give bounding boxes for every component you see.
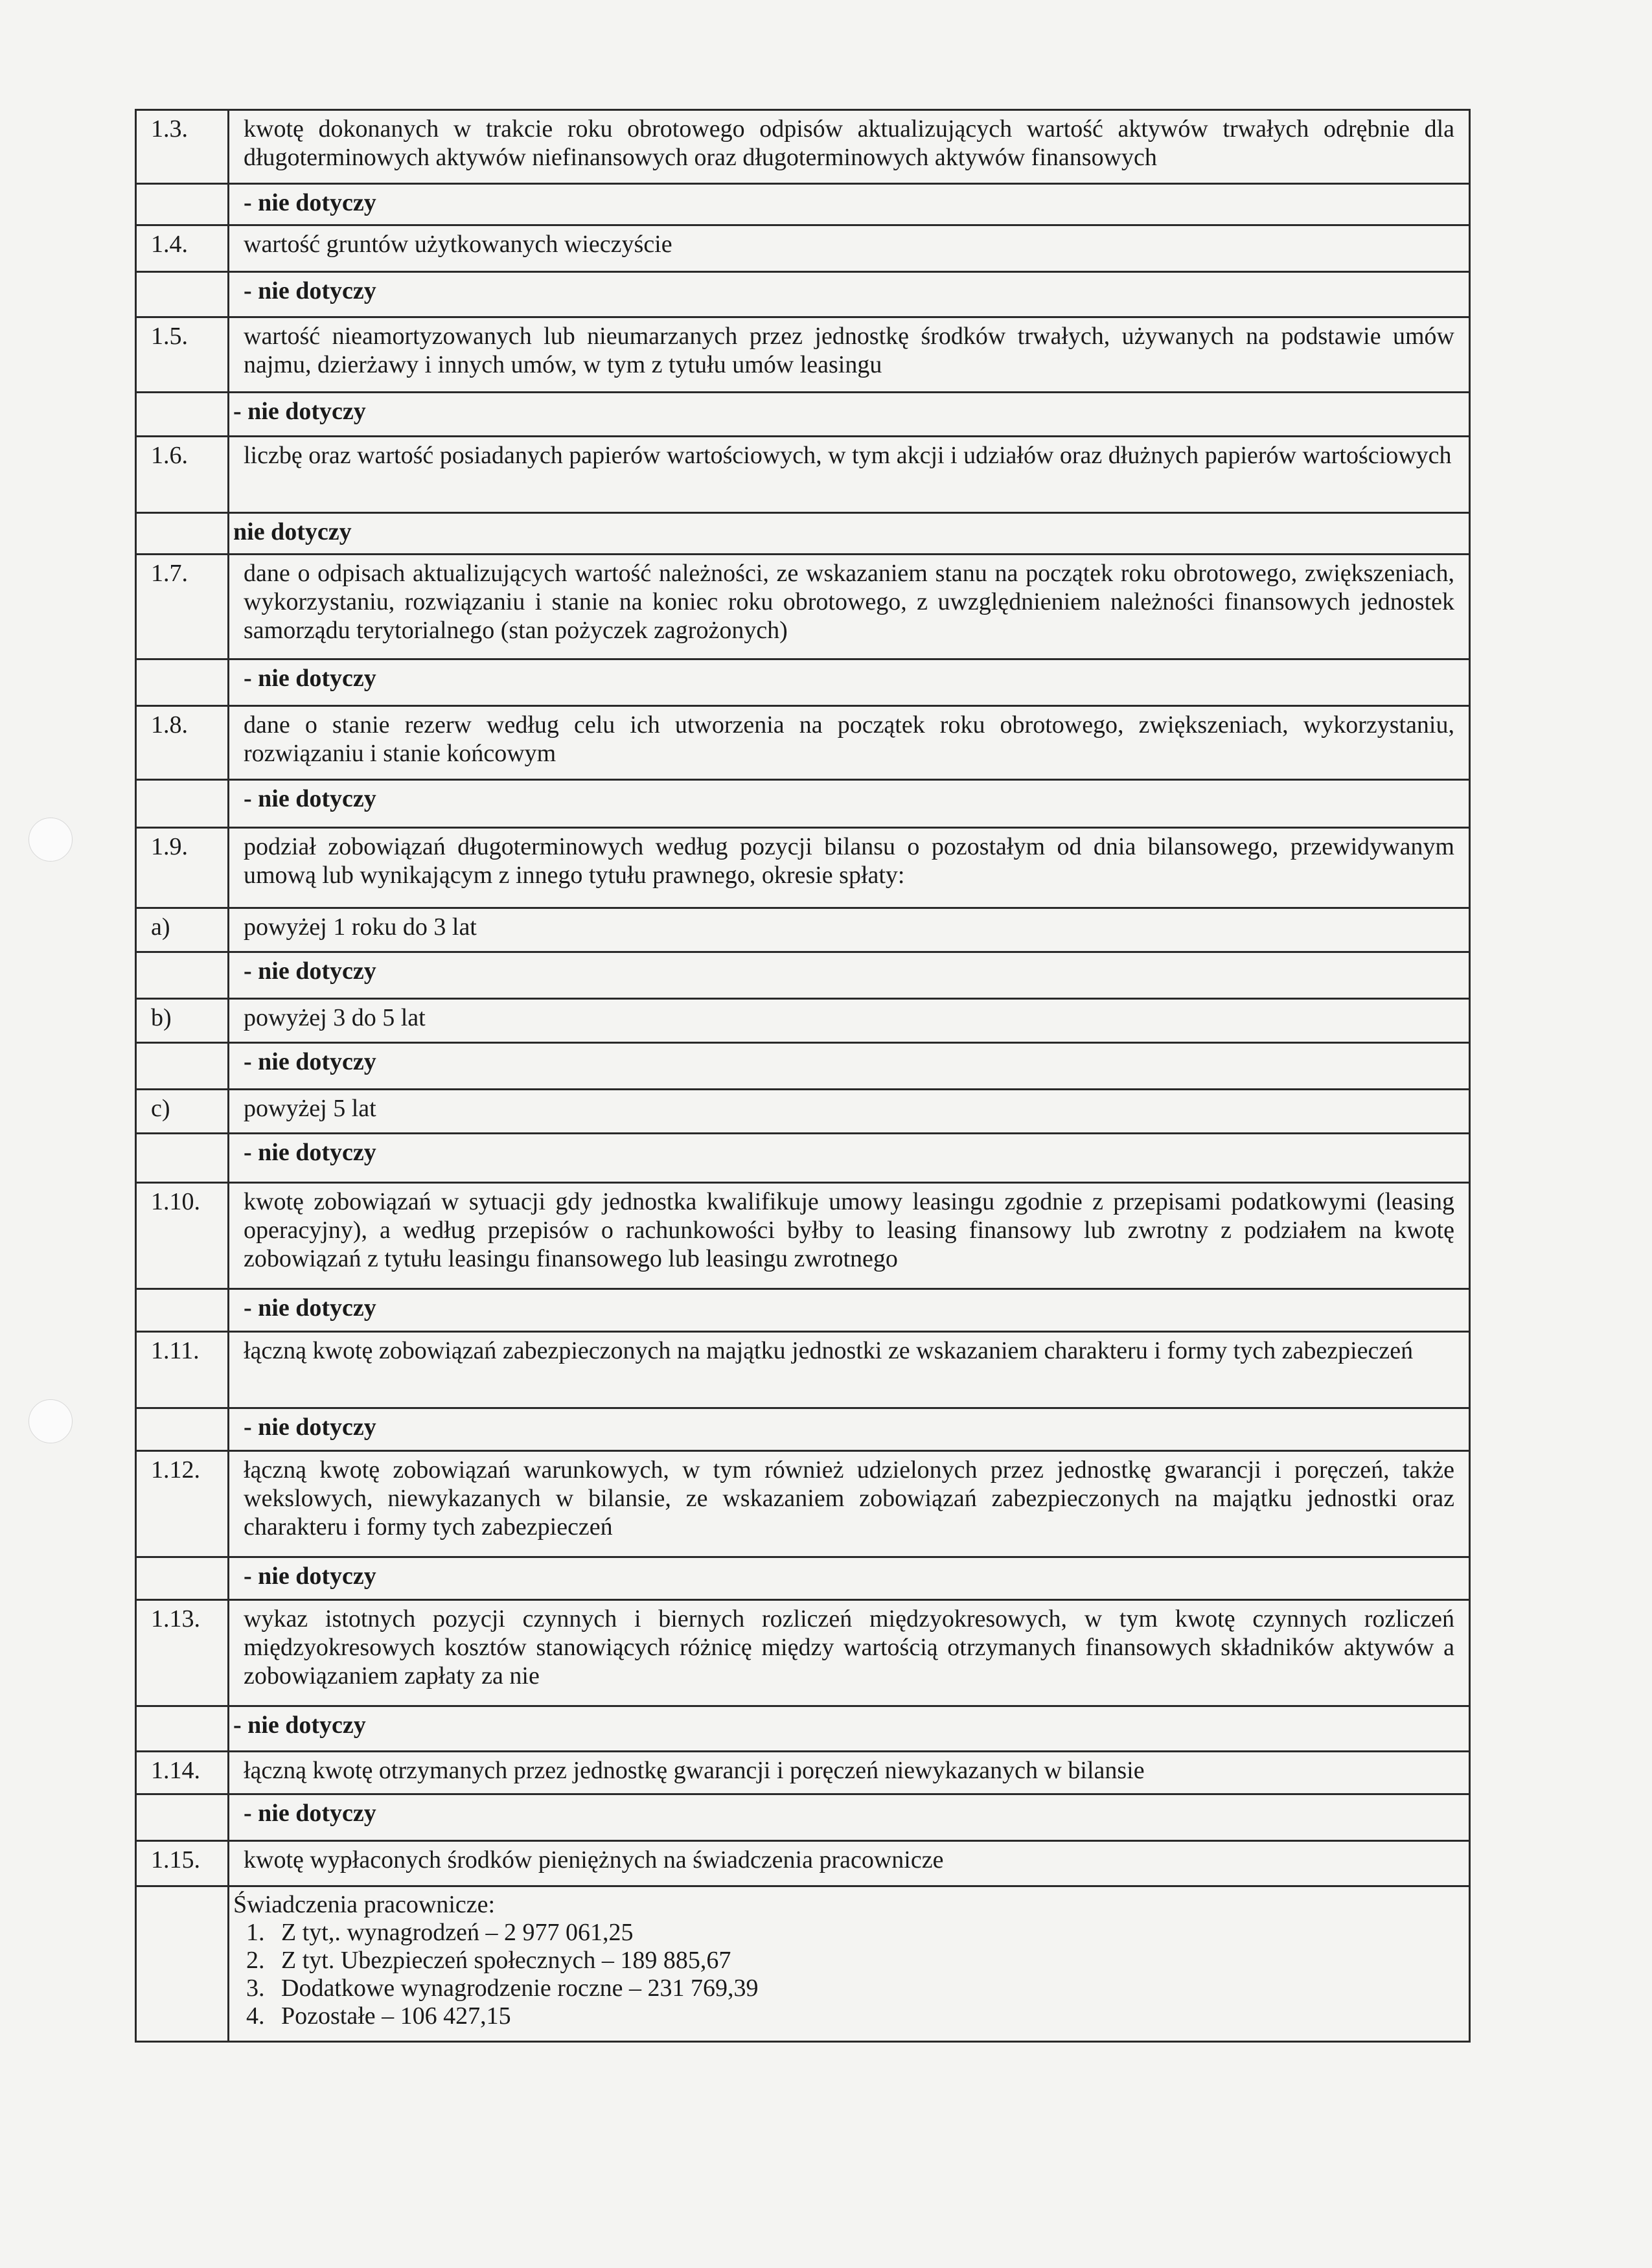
row-description: wykaz istotnych pozycji czynnych i biernych rozliczeń międzyokresowych, w tym kwotę czynnych rozliczeń międzyokresowych kosztów stanowiących różnicę między wartością otrzymanych finansowych składników aktywów a zobowiązaniem zapłaty za nie [229, 1600, 1470, 1706]
list-item: 2. Z tyt. Ubezpieczeń społecznych – 189 885,67 [246, 1947, 731, 1974]
row-description: powyżej 3 do 5 lat [229, 999, 1470, 1043]
table-row [136, 1752, 1470, 1794]
table-row [136, 555, 1470, 659]
answer-row [136, 513, 1470, 555]
answer-row [136, 952, 1470, 999]
row-answer: - nie dotyczy [229, 1134, 1470, 1183]
list-item: 3. Dodatkowe wynagrodzenie roczne – 231 769,39 [246, 1975, 759, 2002]
row-answer: - nie dotyczy [229, 1794, 1470, 1841]
row-description: łączną kwotę zobowiązań warunkowych, w tym również udzielonych przez jednostkę gwarancji i poręczeń, także wekslowych, niewykazanych w bilansie, ze wskazaniem zobowiązań zabezpieczonych na majątku jednostki oraz charakteru i formy tych zabezpieczeń [229, 1451, 1470, 1557]
table-row [136, 317, 1470, 393]
row-answer: - nie dotyczy [229, 659, 1470, 706]
row-answer: - nie dotyczy [229, 393, 1470, 437]
row-answer: - nie dotyczy [229, 184, 1470, 225]
disclosure-table [135, 109, 1471, 2043]
row-description: kwotę dokonanych w trakcie roku obrotowego odpisów aktualizujących wartość aktywów trwałych odrębnie dla długoterminowych aktywów niefinansowych oraz długoterminowych aktywów finansowych [229, 110, 1470, 184]
list-item: 1. Z tyt,. wynagrodzeń – 2 977 061,25 [246, 1919, 634, 1946]
table-row [136, 437, 1470, 513]
table-row [136, 225, 1470, 272]
answer-row [136, 1289, 1470, 1332]
row-description: dane o stanie rezerw według celu ich utworzenia na początek roku obrotowego, zwiększeniach, wykorzystaniu, rozwiązaniu i stanie końcowym [229, 706, 1470, 780]
row-answer: - nie dotyczy [229, 1043, 1470, 1090]
row-description: kwotę wypłaconych środków pieniężnych na świadczenia pracownicze [229, 1841, 1470, 1886]
benefits-list [233, 1919, 1454, 2030]
row-answer: - nie dotyczy [229, 780, 1470, 828]
row-number: 1.10. [136, 1183, 229, 1289]
benefits-row [136, 1886, 1470, 2042]
row-answer: - nie dotyczy [229, 952, 1470, 999]
answer-row [136, 659, 1470, 706]
benefits-heading: Świadczenia pracownicze: [233, 1891, 496, 1918]
row-answer: - nie dotyczy [229, 1706, 1470, 1752]
row-number: 1.4. [136, 225, 229, 272]
answer-row [136, 1557, 1470, 1600]
answer-row [136, 393, 1470, 437]
table-row [136, 1451, 1470, 1557]
row-description: kwotę zobowiązań w sytuacji gdy jednostka kwalifikuje umowy leasingu zgodnie z przepisami podatkowymi (leasing operacyjny), a według przepisów o rachunkowości byłby to leasing finansowy lub zwrotny z podziałem na kwotę zobowiązań z tytułu leasingu finansowego lub leasingu zwrotnego [229, 1183, 1470, 1289]
row-answer: - nie dotyczy [229, 1289, 1470, 1332]
answer-row [136, 1408, 1470, 1451]
row-number: 1.11. [136, 1332, 229, 1408]
table-row [136, 1332, 1470, 1408]
row-number: 1.5. [136, 317, 229, 393]
table-row [136, 1090, 1470, 1134]
table-row [136, 908, 1470, 952]
answer-row [136, 272, 1470, 317]
table-row [136, 1183, 1470, 1289]
row-number: 1.3. [136, 110, 229, 184]
row-number: 1.13. [136, 1600, 229, 1706]
row-description: powyżej 5 lat [229, 1090, 1470, 1134]
row-number: 1.8. [136, 706, 229, 780]
row-number: b) [136, 999, 229, 1043]
table-row [136, 828, 1470, 908]
row-number: 1.12. [136, 1451, 229, 1557]
row-answer: - nie dotyczy [229, 272, 1470, 317]
table-row [136, 999, 1470, 1043]
row-number: 1.14. [136, 1752, 229, 1794]
row-description: łączną kwotę zobowiązań zabezpieczonych na majątku jednostki ze wskazaniem charakteru i formy tych zabezpieczeń [229, 1332, 1470, 1408]
row-answer: - nie dotyczy [229, 1408, 1470, 1451]
table-row [136, 706, 1470, 780]
table-row [136, 110, 1470, 184]
row-description: liczbę oraz wartość posiadanych papierów wartościowych, w tym akcji i udziałów oraz dłużnych papierów wartościowych [229, 437, 1470, 513]
row-description: powyżej 1 roku do 3 lat [229, 908, 1470, 952]
row-number: 1.7. [136, 555, 229, 659]
answer-row [136, 1706, 1470, 1752]
row-number: 1.9. [136, 828, 229, 908]
table-row [136, 1841, 1470, 1886]
answer-row [136, 184, 1470, 225]
row-description: łączną kwotę otrzymanych przez jednostkę gwarancji i poręczeń niewykazanych w bilansie [229, 1752, 1470, 1794]
row-description: podział zobowiązań długoterminowych według pozycji bilansu o pozostałym od dnia bilansowego, przewidywanym umową lub wynikającym z innego tytułu prawnego, okresie spłaty: [229, 828, 1470, 908]
answer-row [136, 1794, 1470, 1841]
punch-hole-bottom [29, 1399, 73, 1443]
table-row [136, 1600, 1470, 1706]
row-answer: - nie dotyczy [229, 1557, 1470, 1600]
benefits-cell [229, 1886, 1470, 2042]
list-item: 4. Pozostałe – 106 427,15 [246, 2002, 511, 2030]
row-number: c) [136, 1090, 229, 1134]
row-answer: nie dotyczy [229, 513, 1470, 555]
row-number: 1.15. [136, 1841, 229, 1886]
row-description: dane o odpisach aktualizujących wartość należności, ze wskazaniem stanu na początek roku obrotowego, zwiększeniach, wykorzystaniu, rozwiązaniu i stanie na koniec roku obrotowego, z uwzględnieniem należności finansowych jednostek samorządu terytorialnego (stan pożyczek zagrożonych) [229, 555, 1470, 659]
row-number: 1.6. [136, 437, 229, 513]
answer-row [136, 1043, 1470, 1090]
row-number: a) [136, 908, 229, 952]
row-description: wartość gruntów użytkowanych wieczyście [229, 225, 1470, 272]
answer-row [136, 780, 1470, 828]
answer-row [136, 1134, 1470, 1183]
punch-hole-top [29, 818, 73, 862]
row-description: wartość nieamortyzowanych lub nieumarzanych przez jednostkę środków trwałych, używanych na podstawie umów najmu, dzierżawy i innych umów, w tym z tytułu umów leasingu [229, 317, 1470, 393]
